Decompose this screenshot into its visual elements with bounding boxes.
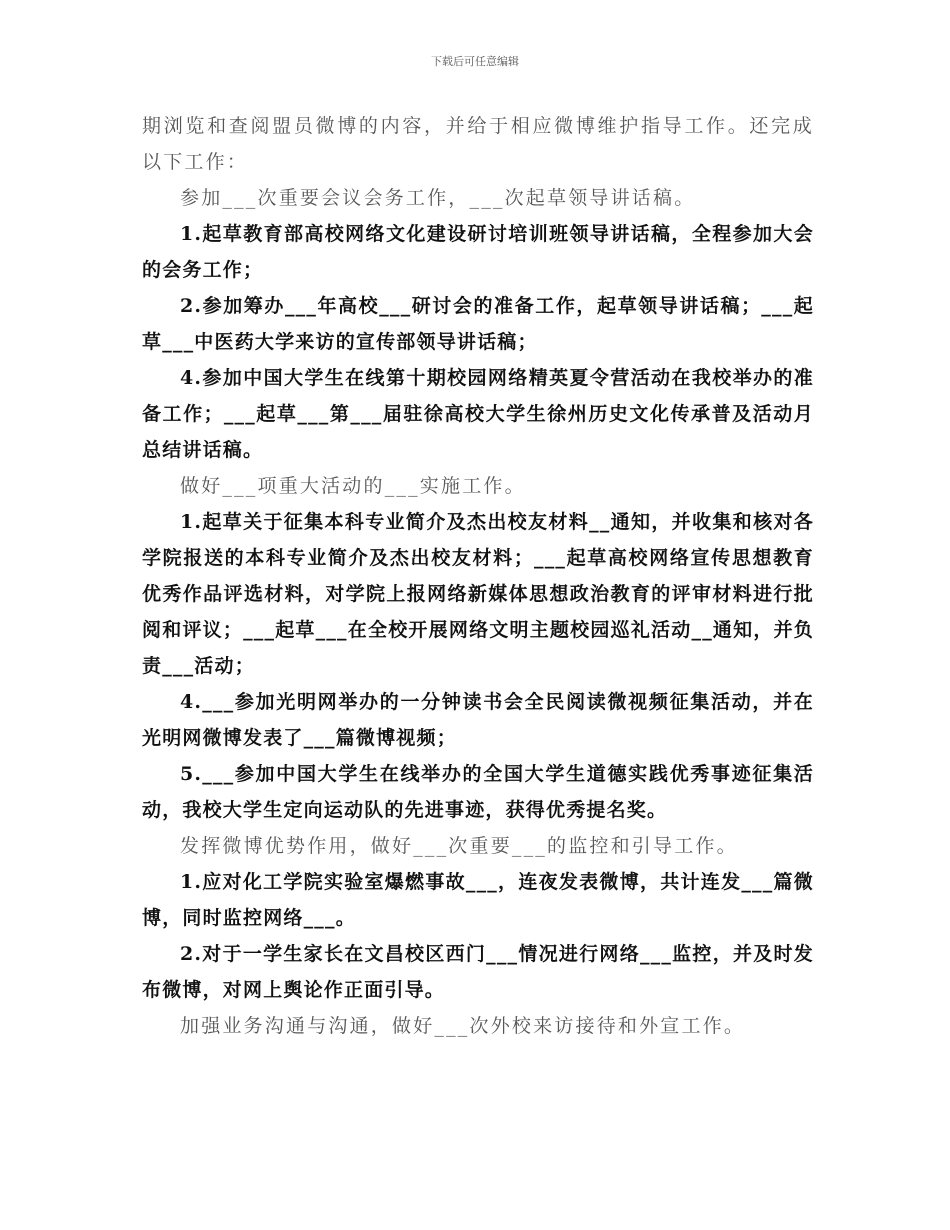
document-body	[142, 108, 814, 1044]
paragraph-meetings-summary: 参加___次重要会议会务工作，___次起草领导讲话稿。	[180, 187, 696, 209]
paragraph-item-4: 4.参加中国大学生在线第十期校园网络精英夏令营活动在我校举办的准备工作；___起草___第___届驻徐高校大学生徐州历史文化传承普及活动月总结讲话稿。	[142, 367, 814, 461]
paragraph-item-1: 1.起草教育部高校网络文化建设研讨培训班领导讲话稿，全程参加大会的会务工作；	[142, 223, 814, 281]
paragraph-activity-4: 4.___参加光明网举办的一分钟读书会全民阅读微视频征集活动，并在光明网微博发表了___篇微博视频；	[142, 691, 814, 749]
page-header: 下载后可任意编辑	[431, 55, 519, 68]
paragraph-weibo-summary: 发挥微博优势作用，做好___次重要___的监控和引导工作。	[180, 835, 738, 857]
paragraph-item-2: 2.参加筹办___年高校___研讨会的准备工作，起草领导讲话稿；___起草___中医药大学来访的宣传部领导讲话稿；	[142, 295, 814, 353]
paragraph-activities-summary: 做好___项重大活动的___实施工作。	[180, 475, 526, 497]
paragraph-weibo-2: 2.对于一学生家长在文昌校区西门___情况进行网络___监控，并及时发布微博，对网上舆论作正面引导。	[142, 943, 814, 1001]
paragraph-continuation: 期浏览和查阅盟员微博的内容，并给于相应微博维护指导工作。还完成以下工作：	[142, 115, 814, 173]
paragraph-activity-5: 5.___参加中国大学生在线举办的全国大学生道德实践优秀事迹征集活动，我校大学生定向运动队的先进事迹，获得优秀提名奖。	[142, 763, 814, 821]
paragraph-communication-summary: 加强业务沟通与沟通，做好___次外校来访接待和外宣工作。	[180, 1015, 746, 1037]
paragraph-weibo-1: 1.应对化工学院实验室爆燃事故___，连夜发表微博，共计连发___篇微博，同时监控网络___。	[142, 871, 814, 929]
paragraph-activity-1: 1.起草关于征集本科专业简介及杰出校友材料__通知，并收集和核对各学院报送的本科专业简介及杰出校友材料；___起草高校网络宣传思想教育优秀作品评选材料，对学院上报网络新媒体思想政治教育的评审材料进行批阅和评议；___起草___在全校开展网络文明主题校园巡礼活动__通知，并负责___活动；	[142, 511, 814, 677]
